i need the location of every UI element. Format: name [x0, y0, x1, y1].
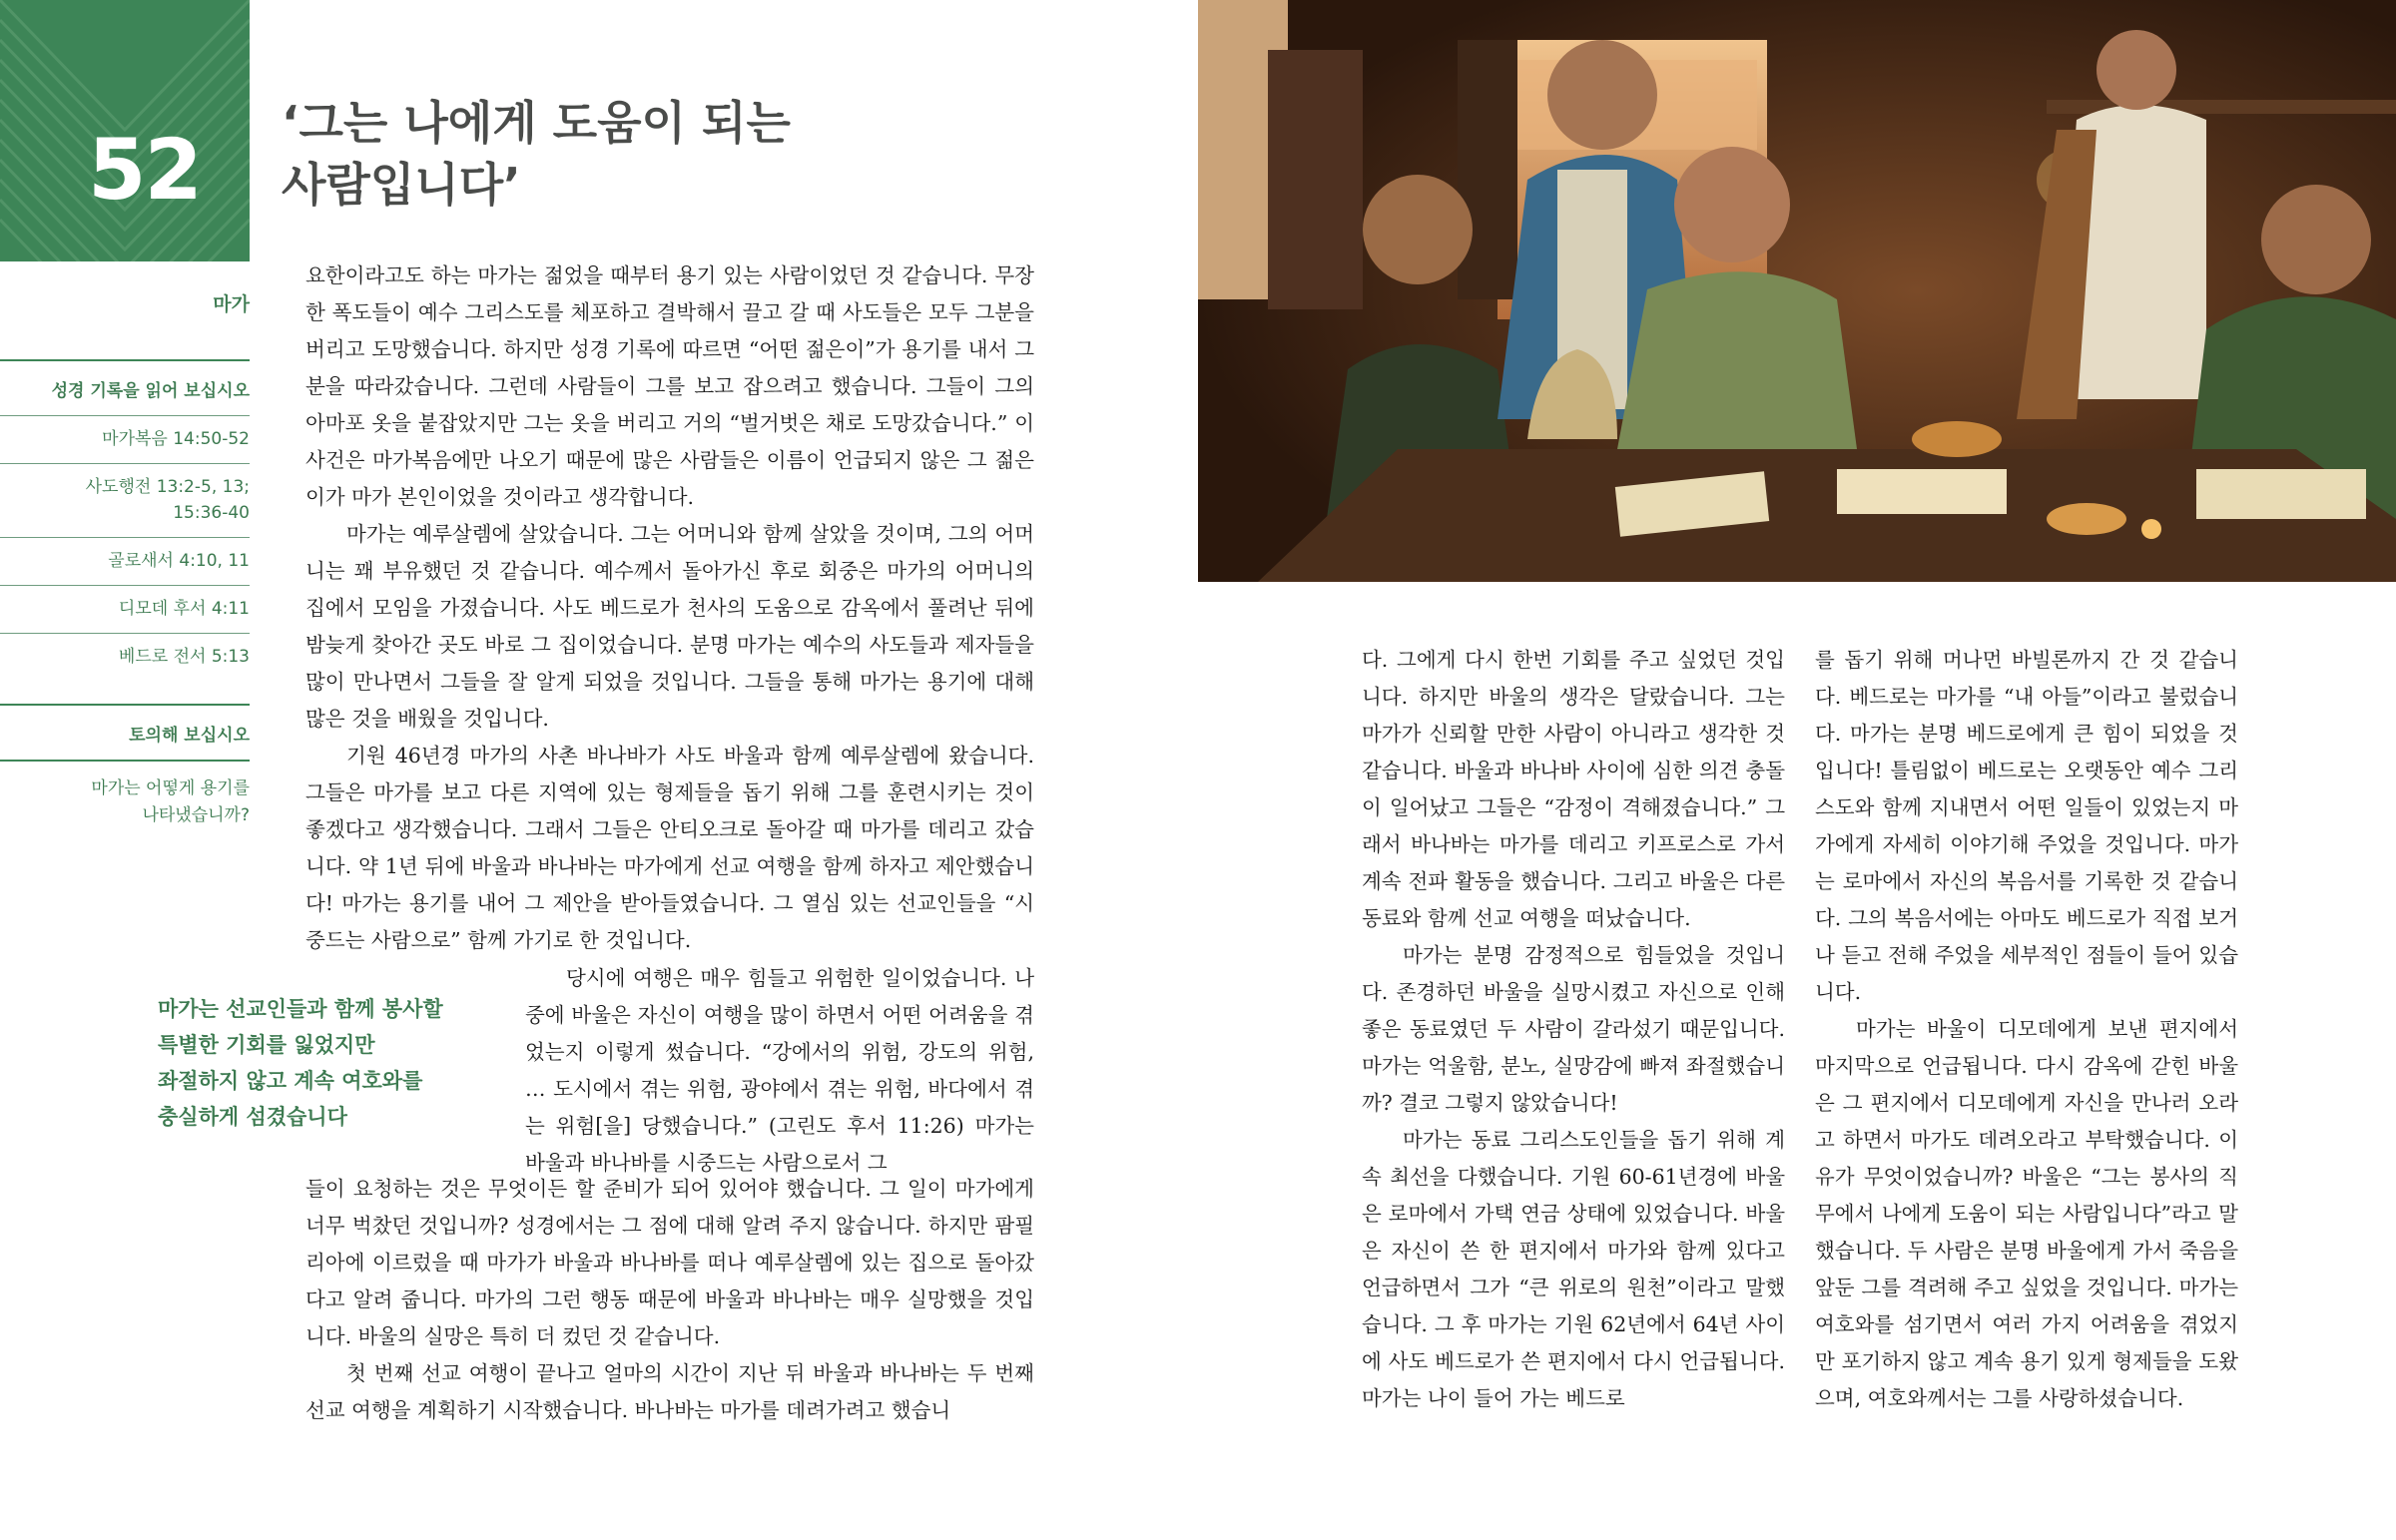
body-column-2 — [1362, 642, 1785, 1417]
scroll — [1837, 469, 2007, 514]
discuss-heading: 토의해 보십시오 — [0, 704, 250, 760]
shutter-left — [1268, 50, 1363, 309]
illustration — [1198, 0, 2396, 582]
peter-head — [1674, 147, 1790, 262]
discussion-question: 마가는 어떻게 용기를 나타냈습니까? — [0, 760, 250, 829]
paragraph: 첫 번째 선교 여행이 끝나고 얼마의 시간이 지난 뒤 바울과 바나바는 두 번째 선교 여행을 계획하기 시작했습니다. 바나바는 마가를 데려가려고 했습니 — [305, 1361, 1034, 1422]
body-column-1 — [305, 257, 1034, 959]
body-column-1-indented — [525, 960, 1034, 1182]
paragraph: 기원 46년경 마가의 사촌 바나바가 사도 바울과 함께 예루살렘에 왔습니다. 그들은 마가를 보고 다른 지역에 있는 형제들을 돕기 위해 그를 훈련시키는 것이 좋겠다고 생각했습니다. 그래서 그들은 안티오크로 돌아갈 때 마가를 데리고 갔습니다. 약 1년 뒤에 바울과 바나바는 마가에게 선교 여행을 함께 하자고 제안했습니다! 마가는 용기를 내어 그 제안을 받아들였습니다. 그 열심 있는 선교인들을 “시중드는 사람으로” 함께 가기로 한 것입니다. — [305, 744, 1034, 952]
lesson-number-tile — [0, 0, 250, 261]
man-right-seated-head — [2261, 185, 2371, 294]
scroll — [2196, 469, 2366, 519]
body-column-1-lower — [305, 1171, 1034, 1429]
man-right-head — [2096, 30, 2176, 110]
paragraph: 를 돕기 위해 머나먼 바빌론까지 간 것 같습니다. 베드로는 마가를 “내 아들”이라고 불렀습니다. 마가는 분명 베드로에게 큰 힘이 되었을 것입니다! 틀림없이 베드로는 오랫동안 예수 그리스도와 함께 지내면서 어떤 일들이 있었는지 마가에게 자세히 이야기해 주었을 것입니다. 마가는 로마에서 자신의 복음서를 기록한 것 같습니다. 그의 복음서에는 아마도 베드로가 직접 보거나 듣고 전해 주었을 세부적인 점들이 들어 있습니다. — [1815, 648, 2238, 1004]
paragraph: 마가는 동료 그리스도인들을 돕기 위해 계속 최선을 다했습니다. 기원 60-61년경에 바울은 로마에서 가택 연금 상태에 있었습니다. 바울은 자신이 쓴 한 편지에서 마가와 함께 있다고 언급하면서 그가 “큰 위로의 원천”이라고 말했습니다. 그 후 마가는 기원 62년에서 64년 사이에 사도 베드로가 쓴 편지에서 다시 언급됩니다. 마가는 나이 들어 가는 베드로 — [1362, 1128, 1785, 1410]
shutter-center — [1458, 40, 1517, 299]
man-left-head — [1363, 175, 1473, 284]
paragraph: 마가는 분명 감정적으로 힘들었을 것입니다. 존경하던 바울을 실망시켰고 자신으로 인해 좋은 동료였던 두 사람이 갈라섰기 때문입니다. 마가는 억울함, 분노, 실망감에 빠져 좌절했습니까? 결코 그렇지 않았습니다! — [1362, 943, 1785, 1115]
paragraph: 마가는 예루살렘에 살았습니다. 그는 어머니와 함께 살았을 것이며, 그의 어머니는 꽤 부유했던 것 같습니다. 예수께서 돌아가신 후로 회중은 마가의 어머니의 집에서 모임을 가졌습니다. 사도 베드로가 천사의 도움으로 감옥에서 풀려난 뒤에 밤늦게 찾아간 곳도 바로 그 집이었습니다. 분명 마가는 예수의 사도들과 제자들을 많이 만나면서 그들을 잘 알게 되었을 것입니다. 그들을 통해 마가는 용기에 대해 많은 것을 배웠을 것입니다. — [305, 522, 1035, 731]
bowl — [2047, 503, 2126, 535]
paragraph: 들이 요청하는 것은 무엇이든 할 준비가 되어 있어야 했습니다. 그 일이 마가에게 너무 벅찼던 것입니까? 성경에서는 그 점에 대해 알려 주지 않습니다. 하지만 팜필리아에 이르렀을 때 마가가 바울과 바나바를 떠나 예루살렘에 있는 집으로 돌아갔다고 알려 줍니다. 마가의 그런 행동 때문에 바울과 바나바는 매우 실망했을 것입니다. 바울의 실망은 특히 더 컸던 것 같습니다. — [305, 1177, 1034, 1348]
pull-quote: 마가는 선교인들과 함께 봉사할 특별한 기회를 잃었지만 좌절하지 않고 계속 여호와를 충실하게 섬겼습니다 — [158, 997, 443, 1129]
lesson-number: 52 — [88, 121, 201, 219]
peter-seated — [1617, 271, 1857, 449]
scripture-reference[interactable]: 디모데 후서 4:11 — [0, 585, 250, 633]
sidebar — [0, 281, 250, 829]
read-heading: 성경 기록을 읽어 보십시오 — [51, 381, 250, 401]
candle-flame — [2141, 519, 2161, 539]
lesson-title: ‘그는 나에게 도움이 되는 사람입니다’ — [282, 96, 791, 212]
scripture-reference[interactable]: 사도행전 13:2-5, 13; 15:36-40 — [0, 463, 250, 537]
bread — [1912, 421, 2002, 457]
scripture-reference[interactable]: 베드로 전서 5:13 — [0, 633, 250, 704]
man-standing-head — [1547, 40, 1657, 150]
paragraph: 다. 그에게 다시 한번 기회를 주고 싶었던 것입니다. 하지만 바울의 생각은 달랐습니다. 그는 마가가 신뢰할 만한 사람이 아니라고 생각한 것 같습니다. 바울과 바나바 사이에 심한 의견 충돌이 일어났고 그들은 “감정이 격해졌습니다.” 그래서 바나바는 마가를 데리고 키프로스로 가서 계속 전파 활동을 했습니다. 그리고 바울은 다른 동료와 함께 선교 여행을 떠났습니다. — [1362, 648, 1785, 930]
scripture-reference[interactable]: 마가복음 14:50-52 — [0, 415, 250, 463]
paragraph: 당시에 여행은 매우 힘들고 위험한 일이었습니다. 나중에 바울은 자신이 여행을 많이 하면서 어떤 어려움을 겪었는지 이렇게 썼습니다. “강에서의 위험, 강도의 위험, … 도시에서 겪는 위험, 광야에서 겪는 위험, 바다에서 겪는 위험[을] 당했습니다.” (고린도 후서 11:26) 마가는 바울과 바나바를 시중드는 사람으로서 그 — [525, 966, 1034, 1175]
paragraph: 마가는 바울이 디모데에게 보낸 편지에서 마지막으로 언급됩니다. 다시 감옥에 갇힌 바울은 그 편지에서 디모데에게 자신을 만나러 오라고 하면서 마가도 데려오라고 부탁했습니다. 이유가 무엇이었습니까? 바울은 “그는 봉사의 직무에서 나에게 도움이 되는 사람입니다”라고 말했습니다. 두 사람은 분명 바울에게 가서 죽음을 앞둔 그를 격려해 주고 싶었을 것입니다. 마가는 여호와를 섬기면서 여러 가지 어려움을 겪었지만 포기하지 않고 계속 용기 있게 형제들을 도왔으며, 여호와께서는 그를 사랑하셨습니다. — [1815, 1017, 2238, 1410]
paragraph: 요한이라고도 하는 마가는 젊었을 때부터 용기 있는 사람이었던 것 같습니다. 무장한 폭도들이 예수 그리스도를 체포하고 결박해서 끌고 갈 때 사도들은 모두 그분을 버리고 도망했습니다. 하지만 성경 기록에 따르면 “어떤 젊은이”가 용기를 내서 그분을 따라갔습니다. 그런데 사람들이 그를 보고 잡으려고 했습니다. 그들이 그의 아마포 옷을 붙잡았지만 그는 옷을 버리고 거의 “벌거벗은 채로 도망갔습니다.” 이 사건은 마가복음에만 나오기 때문에 많은 사람들은 이름이 언급되지 않은 그 젊은이가 마가 본인이었을 것이라고 생각합니다. — [305, 263, 1034, 509]
body-column-3 — [1815, 642, 2238, 1417]
person-name: 마가 — [213, 293, 250, 315]
scripture-reference[interactable]: 골로새서 4:10, 11 — [0, 537, 250, 585]
